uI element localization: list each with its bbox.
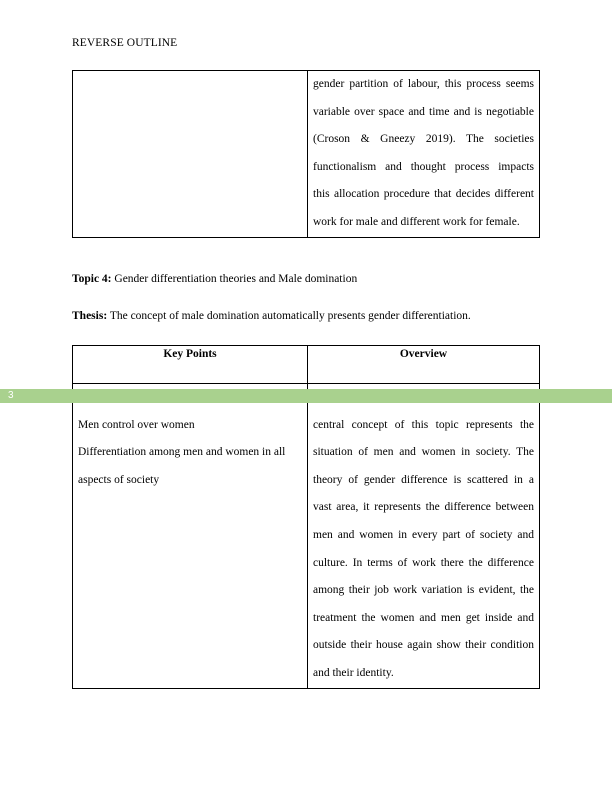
overview-line: culture. In terms of work there the difference [313,556,534,569]
continuation-line: gender partition of labour, this process seems [313,78,534,90]
continuation-line: this allocation procedure that decides different [313,188,534,201]
thesis-text: The concept of male domination automatically presents gender differentiation. [107,310,471,322]
continuation-text [313,71,534,237]
thesis-label: Thesis: [72,310,108,322]
overview-line: theory of gender difference is scattered in a [313,473,534,486]
key-point-item: aspects of society [78,473,160,486]
continuation-left-cell [73,71,308,238]
page-number: 3 [8,390,14,401]
page-marker-band [0,389,612,403]
overview-text [313,384,534,688]
overview-line: men and women in every part of society and [313,528,534,541]
continuation-line: (Croson & Gneezy 2019). The societies [313,133,534,146]
running-header: REVERSE OUTLINE [72,37,178,49]
continuation-line: work for male and different work for female. [313,215,520,228]
continuation-right-cell [308,71,540,238]
overview-line: and their identity. [313,666,394,679]
continuation-line: functionalism and thought process impacts [313,160,534,173]
topic-heading [72,273,357,285]
thesis-statement [72,310,471,322]
topic-text: Gender differentiation theories and Male domination [111,273,358,285]
overview-line: outside their house again show their condition [313,639,534,652]
overview-line: central concept of this topic represents the [313,418,534,431]
key-point-item: Men control over women [78,418,195,431]
header-overview: Overview [308,346,540,384]
key-points-cell [73,384,308,689]
topic-label: Topic 4: [72,273,112,285]
overview-line: treatment the women and men get inside and [313,611,534,624]
overview-line: vast area, it represents the difference between [313,501,534,514]
overview-cell [308,384,540,689]
continuation-line: variable over space and time and is negotiable [313,105,534,118]
overview-line: situation of men and women in society. The [313,446,534,459]
key-point-item: Differentiation among men and women in all [78,446,286,459]
continuation-table [72,70,540,238]
header-key-points: Key Points [73,346,308,384]
overview-line: among their job work variation is evident, the [313,584,534,597]
